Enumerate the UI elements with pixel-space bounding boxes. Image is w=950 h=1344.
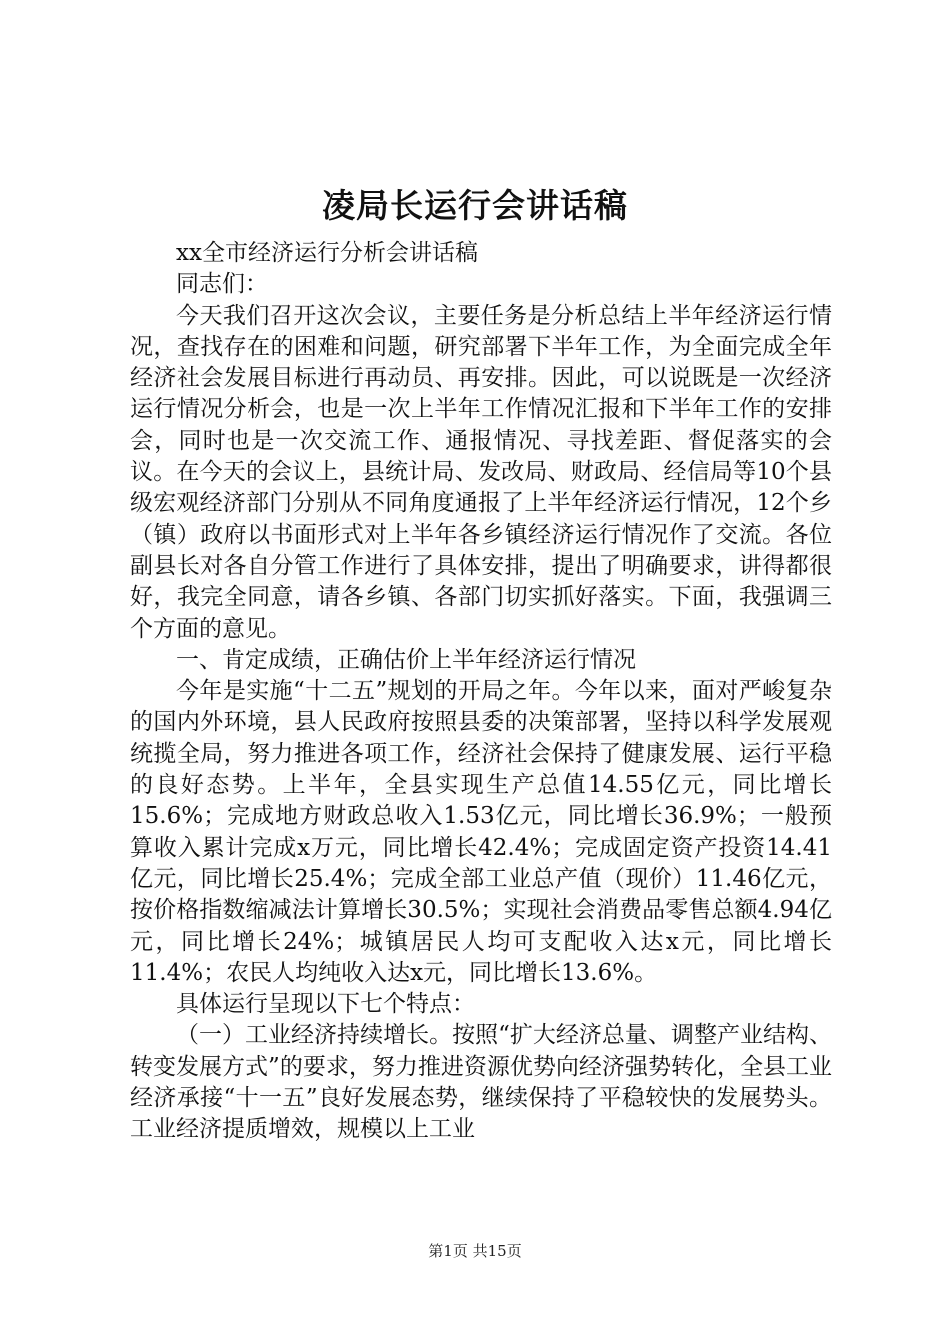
paragraph-achievements: 今年是实施“十二五”规划的开局之年。今年以来，面对严峻复杂的国内外环境，县人民政府按照县委的决策部署，坚持以科学发展观统揽全局，努力推进各项工作，经济社会保持了健康发展、运行平稳的良好态势。上半年，全县实现生产总值14.55亿元，同比增长15.6%；完成地方财政总收入1.53亿元，同比增长36.9%；一般预算收入累计完成x万元，同比增长42.4%；完成固定资产投资14.41亿元，同比增长25.4%；完成全部工业总产值（现价）11.46亿元，按价格指数缩减法计算增长30.5%；实现社会消费品零售总额4.94亿元，同比增长24%；城镇居民人均可支配收入达x元，同比增长11.4%；农民人均纯收入达x元，同比增长13.6%。 [130, 678, 832, 986]
document-body [130, 238, 832, 1146]
paragraph-industry: （一）工业经济持续增长。按照“扩大经济总量、调整产业结构、转变发展方式”的要求，努力推进资源优势向经济强势转化，全县工业经济承接“十一五”良好发展态势，继续保持了平稳较快的发展势头。工业经济提质增效，规模以上工业 [130, 1022, 832, 1143]
paragraph-subtitle: xx全市经济运行分析会讲话稿 [176, 240, 478, 266]
paragraph-features-intro: 具体运行呈现以下七个特点： [176, 991, 475, 1018]
paragraph-salutation: 同志们： [176, 271, 268, 298]
section-heading-1: 一、肯定成绩，正确估价上半年经济运行情况 [176, 646, 636, 673]
page-number: 第1页 共15页 [428, 1242, 522, 1260]
document-title: 凌局长运行会讲话稿 [322, 186, 628, 225]
paragraph-intro: 今天我们召开这次会议，主要任务是分析总结上半年经济运行情况，查找存在的困难和问题，研究部署下半年工作，为全面完成全年经济社会发展目标进行再动员、再安排。因此，可以说既是一次经济运行情况分析会，也是一次上半年工作情况汇报和下半年工作的安排会，同时也是一次交流工作、通报情况、寻找差距、督促落实的会议。在今天的会议上，县统计局、发改局、财政局、经信局等10个县级宏观经济部门分别从不同角度通报了上半年经济运行情况，12个乡（镇）政府以书面形式对上半年各乡镇经济运行情况作了交流。各位副县长对各自分管工作进行了具体安排，提出了明确要求，讲得都很好，我完全同意，请各乡镇、各部门切实抓好落实。下面，我强调三个方面的意见。 [130, 302, 832, 642]
